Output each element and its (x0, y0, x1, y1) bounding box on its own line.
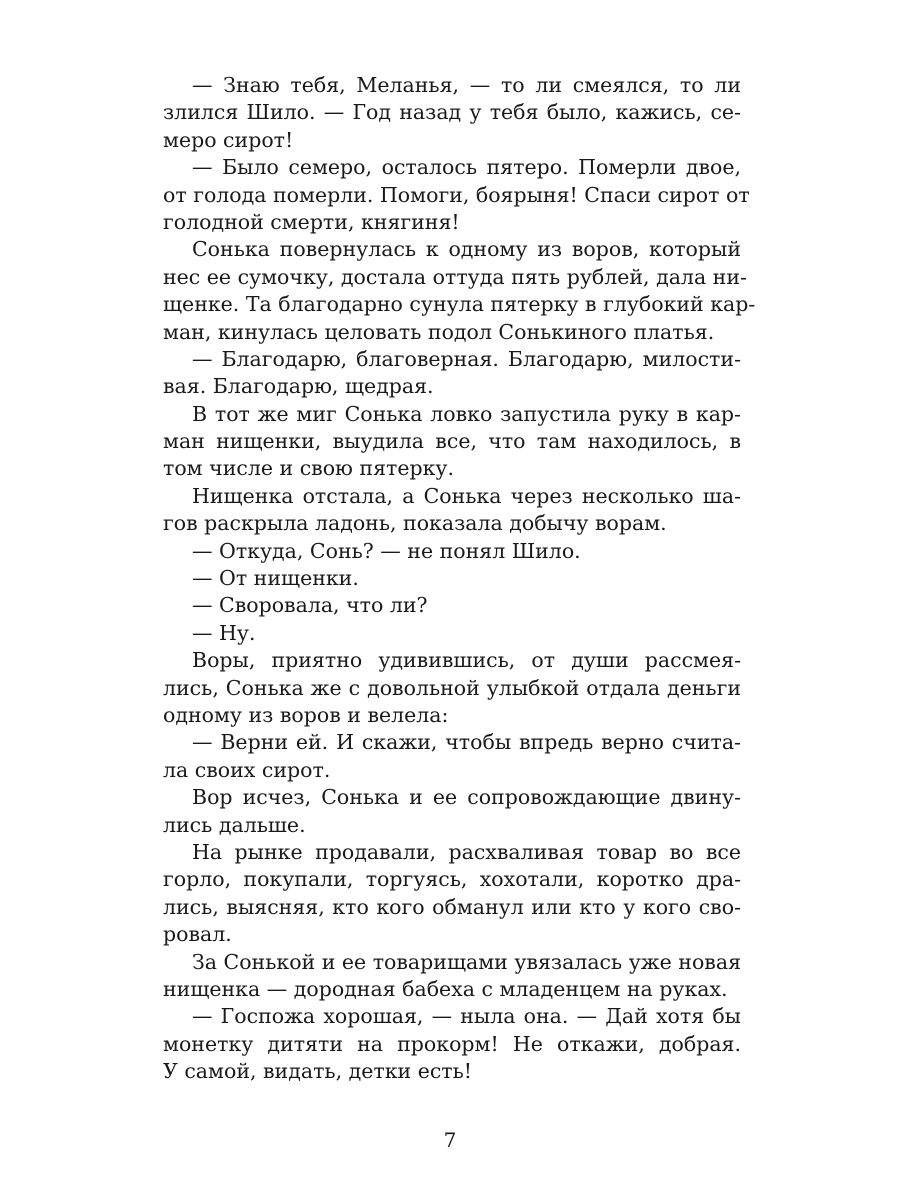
text-line: одному из воров и велела: (163, 702, 449, 727)
text-line: — Своровала, что ли? (192, 593, 428, 618)
text-line: — Верни ей. И скажи, чтобы впредь верно счита- (192, 730, 741, 755)
text-line: ман нищенки, выудила все, что там находилось, в (163, 429, 741, 454)
text-line: гов раскрыла ладонь, показала добычу ворам. (163, 511, 667, 536)
text-line: нищенка — дородная бабеха с младенцем на руках. (163, 976, 728, 1001)
text-line: — Знаю тебя, Меланья, — то ли смеялся, то ли (192, 73, 741, 97)
text-line: На рынке продавали, расхваливая товар во все (192, 839, 741, 864)
text-line: — Ну. (192, 620, 256, 645)
text-line: — Откуда, Сонь? — не понял Шило. (192, 538, 581, 563)
text-line: Нищенка отстала, а Сонька через несколько ша- (192, 483, 741, 508)
text-line: — Госпожа хорошая, — ныла она. — Дай хотя бы (192, 1004, 741, 1029)
text-line: ла своих сирот. (163, 757, 331, 782)
text-line: У самой, видать, детки есть! (163, 1059, 473, 1084)
text-line: лись, выясняя, кто кого обманул или кто у кого сво- (163, 894, 741, 919)
text-line: За Сонькой и ее товарищами увязалась уже новая (192, 949, 741, 974)
text-line: В тот же миг Сонька ловко запустила руку в кар- (192, 401, 741, 426)
text-line: злился Шило. — Год назад у тебя было, кажись, се- (163, 100, 741, 125)
text-line: Сонька повернулась к одному из воров, который (192, 237, 741, 262)
text-line: лись, Сонька же с довольной улыбкой отдала деньги (163, 675, 741, 700)
text-line: вая. Благодарю, щедрая. (163, 374, 434, 399)
text-line: Воры, приятно удивившись, от души рассмея- (192, 648, 741, 673)
text-line: том числе и свою пятерку. (163, 456, 455, 481)
text-line: меро сирот! (163, 127, 294, 152)
page-number: 7 (443, 1128, 457, 1152)
text-line: лись дальше. (163, 812, 306, 837)
text-line: — От нищенки. (192, 566, 359, 591)
text-line: от голода померли. Помоги, боярыня! Спаси сирот от (163, 182, 750, 207)
text-line: — Было семеро, осталось пятеро. Померли двое, (192, 155, 741, 180)
text-line: — Благодарю, благоверная. Благодарю, милости- (192, 346, 741, 371)
page-body (163, 72, 756, 1085)
text-line: щенке. Та благодарно сунула пятерку в глубокий кар- (163, 292, 756, 317)
text-line: ровал. (163, 922, 232, 947)
text-line: Вор исчез, Сонька и ее сопровождающие двину- (192, 785, 741, 810)
text-line: горло, покупали, торгуясь, хохотали, коротко дра- (163, 867, 741, 892)
text-line: ман, кинулась целовать подол Сонькиного платья. (163, 319, 715, 344)
text-line: монетку дитяти на прокорм! Не откажи, добрая. (163, 1031, 741, 1056)
text-line: нес ее сумочку, достала оттуда пять рублей, дала ни- (163, 264, 747, 289)
text-line: голодной смерти, княгиня! (163, 209, 460, 234)
